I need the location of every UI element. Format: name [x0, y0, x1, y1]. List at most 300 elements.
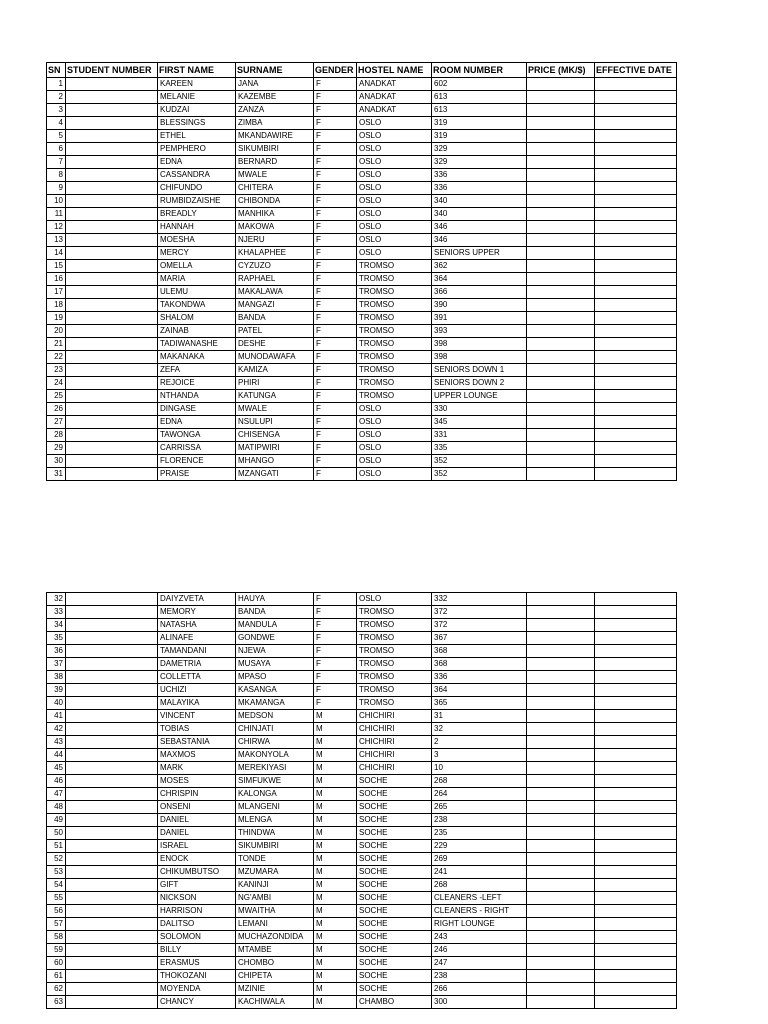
cell-hostel-name: ANADKAT: [357, 91, 432, 104]
cell-room-number: 243: [432, 931, 527, 944]
table-row: [47, 468, 677, 481]
header-student-number: STUDENT NUMBER: [66, 63, 158, 78]
cell-gender: M: [314, 775, 357, 788]
cell-student-number: [66, 260, 158, 273]
cell-first-name: MAKANAKA: [158, 351, 236, 364]
cell-effective-date: [595, 325, 677, 338]
cell-first-name: ZEFA: [158, 364, 236, 377]
cell-hostel-name: SOCHE: [357, 918, 432, 931]
cell-student-number: [66, 762, 158, 775]
cell-price: [527, 658, 595, 671]
cell-gender: M: [314, 866, 357, 879]
cell-hostel-name: TROMSO: [357, 390, 432, 403]
cell-first-name: MAXMOS: [158, 749, 236, 762]
cell-gender: F: [314, 351, 357, 364]
cell-sn: 63: [47, 996, 66, 1009]
cell-student-number: [66, 364, 158, 377]
cell-gender: F: [314, 169, 357, 182]
cell-gender: M: [314, 762, 357, 775]
cell-room-number: 368: [432, 645, 527, 658]
cell-first-name: CHANCY: [158, 996, 236, 1009]
cell-room-number: 235: [432, 827, 527, 840]
cell-hostel-name: OSLO: [357, 208, 432, 221]
table-row: [47, 827, 677, 840]
table-row: [47, 957, 677, 970]
cell-effective-date: [595, 645, 677, 658]
cell-surname: KATUNGA: [236, 390, 314, 403]
cell-effective-date: [595, 918, 677, 931]
cell-hostel-name: OSLO: [357, 468, 432, 481]
cell-effective-date: [595, 260, 677, 273]
cell-hostel-name: OSLO: [357, 455, 432, 468]
cell-first-name: CHRISPIN: [158, 788, 236, 801]
cell-student-number: [66, 866, 158, 879]
cell-room-number: 336: [432, 182, 527, 195]
cell-student-number: [66, 944, 158, 957]
cell-hostel-name: CHAMBO: [357, 996, 432, 1009]
cell-sn: 56: [47, 905, 66, 918]
table-row: [47, 944, 677, 957]
cell-effective-date: [595, 762, 677, 775]
cell-room-number: 32: [432, 723, 527, 736]
cell-surname: MZUMARA: [236, 866, 314, 879]
cell-room-number: 602: [432, 78, 527, 91]
cell-hostel-name: TROMSO: [357, 619, 432, 632]
cell-sn: 8: [47, 169, 66, 182]
cell-effective-date: [595, 299, 677, 312]
cell-hostel-name: SOCHE: [357, 944, 432, 957]
table-row: [47, 143, 677, 156]
cell-room-number: 340: [432, 208, 527, 221]
cell-gender: M: [314, 840, 357, 853]
cell-first-name: HANNAH: [158, 221, 236, 234]
cell-surname: CHIRWA: [236, 736, 314, 749]
cell-student-number: [66, 377, 158, 390]
cell-hostel-name: SOCHE: [357, 866, 432, 879]
cell-sn: 19: [47, 312, 66, 325]
cell-first-name: MOESHA: [158, 234, 236, 247]
cell-gender: F: [314, 234, 357, 247]
cell-first-name: DANIEL: [158, 827, 236, 840]
cell-first-name: ZAINAB: [158, 325, 236, 338]
cell-hostel-name: OSLO: [357, 117, 432, 130]
table-row: [47, 892, 677, 905]
cell-gender: F: [314, 325, 357, 338]
cell-price: [527, 853, 595, 866]
cell-room-number: 352: [432, 468, 527, 481]
cell-effective-date: [595, 286, 677, 299]
cell-first-name: CASSANDRA: [158, 169, 236, 182]
cell-gender: F: [314, 455, 357, 468]
cell-first-name: GIFT: [158, 879, 236, 892]
cell-first-name: UCHIZI: [158, 684, 236, 697]
cell-hostel-name: SOCHE: [357, 970, 432, 983]
cell-room-number: SENIORS UPPER: [432, 247, 527, 260]
cell-gender: F: [314, 632, 357, 645]
cell-surname: CHINJATI: [236, 723, 314, 736]
cell-hostel-name: SOCHE: [357, 775, 432, 788]
cell-effective-date: [595, 710, 677, 723]
cell-room-number: 331: [432, 429, 527, 442]
cell-price: [527, 169, 595, 182]
cell-gender: M: [314, 710, 357, 723]
cell-effective-date: [595, 312, 677, 325]
cell-effective-date: [595, 684, 677, 697]
cell-sn: 39: [47, 684, 66, 697]
allocation-table-top: [46, 62, 677, 481]
cell-surname: HAUYA: [236, 593, 314, 606]
cell-effective-date: [595, 455, 677, 468]
cell-price: [527, 645, 595, 658]
table-row: [47, 879, 677, 892]
cell-hostel-name: TROMSO: [357, 606, 432, 619]
cell-first-name: FLORENCE: [158, 455, 236, 468]
cell-room-number: 372: [432, 619, 527, 632]
header-hostel-name: HOSTEL NAME: [357, 63, 432, 78]
cell-gender: M: [314, 788, 357, 801]
cell-student-number: [66, 325, 158, 338]
cell-surname: MAKOWA: [236, 221, 314, 234]
cell-room-number: 346: [432, 221, 527, 234]
cell-room-number: 247: [432, 957, 527, 970]
cell-surname: MANHIKA: [236, 208, 314, 221]
cell-student-number: [66, 801, 158, 814]
table-row: [47, 312, 677, 325]
cell-first-name: ERASMUS: [158, 957, 236, 970]
table-row: [47, 684, 677, 697]
cell-price: [527, 892, 595, 905]
cell-sn: 54: [47, 879, 66, 892]
cell-sn: 13: [47, 234, 66, 247]
table-row: [47, 762, 677, 775]
cell-student-number: [66, 143, 158, 156]
cell-hostel-name: TROMSO: [357, 351, 432, 364]
table-row: [47, 814, 677, 827]
cell-room-number: 319: [432, 117, 527, 130]
table-row: [47, 260, 677, 273]
cell-hostel-name: TROMSO: [357, 697, 432, 710]
cell-price: [527, 983, 595, 996]
cell-effective-date: [595, 377, 677, 390]
cell-hostel-name: TROMSO: [357, 286, 432, 299]
cell-surname: MWALE: [236, 169, 314, 182]
cell-sn: 52: [47, 853, 66, 866]
cell-sn: 21: [47, 338, 66, 351]
cell-price: [527, 234, 595, 247]
cell-gender: F: [314, 671, 357, 684]
cell-hostel-name: OSLO: [357, 182, 432, 195]
cell-sn: 6: [47, 143, 66, 156]
cell-effective-date: [595, 403, 677, 416]
cell-hostel-name: TROMSO: [357, 658, 432, 671]
table-row: [47, 606, 677, 619]
table-row: [47, 390, 677, 403]
cell-effective-date: [595, 892, 677, 905]
cell-effective-date: [595, 221, 677, 234]
cell-price: [527, 697, 595, 710]
table-row: [47, 996, 677, 1009]
cell-first-name: ETHEL: [158, 130, 236, 143]
cell-sn: 4: [47, 117, 66, 130]
cell-first-name: VINCENT: [158, 710, 236, 723]
cell-hostel-name: OSLO: [357, 593, 432, 606]
cell-surname: MANGAZI: [236, 299, 314, 312]
cell-sn: 1: [47, 78, 66, 91]
cell-gender: M: [314, 983, 357, 996]
cell-first-name: DAIYZVETA: [158, 593, 236, 606]
cell-student-number: [66, 442, 158, 455]
cell-hostel-name: OSLO: [357, 247, 432, 260]
cell-student-number: [66, 403, 158, 416]
cell-student-number: [66, 632, 158, 645]
cell-gender: F: [314, 143, 357, 156]
cell-price: [527, 78, 595, 91]
cell-student-number: [66, 312, 158, 325]
cell-student-number: [66, 286, 158, 299]
cell-room-number: 241: [432, 866, 527, 879]
cell-price: [527, 723, 595, 736]
cell-gender: F: [314, 78, 357, 91]
cell-first-name: MOSES: [158, 775, 236, 788]
cell-student-number: [66, 429, 158, 442]
table-row: [47, 91, 677, 104]
cell-surname: MUSAYA: [236, 658, 314, 671]
cell-surname: MEDSON: [236, 710, 314, 723]
cell-student-number: [66, 104, 158, 117]
cell-first-name: SEBASTANIA: [158, 736, 236, 749]
cell-first-name: SOLOMON: [158, 931, 236, 944]
header-effective-date: EFFECTIVE DATE: [595, 63, 677, 78]
cell-student-number: [66, 736, 158, 749]
cell-sn: 22: [47, 351, 66, 364]
cell-first-name: KAREEN: [158, 78, 236, 91]
cell-price: [527, 996, 595, 1009]
table-row: [47, 273, 677, 286]
table-row: [47, 429, 677, 442]
cell-room-number: 336: [432, 169, 527, 182]
cell-surname: BANDA: [236, 312, 314, 325]
cell-price: [527, 208, 595, 221]
cell-first-name: KUDZAI: [158, 104, 236, 117]
cell-first-name: TAKONDWA: [158, 299, 236, 312]
cell-price: [527, 944, 595, 957]
table-row: [47, 801, 677, 814]
cell-room-number: 352: [432, 455, 527, 468]
cell-surname: KACHIWALA: [236, 996, 314, 1009]
cell-effective-date: [595, 775, 677, 788]
cell-price: [527, 879, 595, 892]
cell-room-number: SENIORS DOWN 1: [432, 364, 527, 377]
cell-surname: MLANGENI: [236, 801, 314, 814]
cell-effective-date: [595, 117, 677, 130]
cell-sn: 57: [47, 918, 66, 931]
cell-effective-date: [595, 931, 677, 944]
cell-first-name: REJOICE: [158, 377, 236, 390]
cell-student-number: [66, 996, 158, 1009]
cell-gender: F: [314, 593, 357, 606]
table-row: [47, 416, 677, 429]
cell-gender: F: [314, 247, 357, 260]
cell-hostel-name: TROMSO: [357, 338, 432, 351]
table-row: [47, 775, 677, 788]
cell-student-number: [66, 710, 158, 723]
cell-hostel-name: OSLO: [357, 442, 432, 455]
cell-price: [527, 710, 595, 723]
cell-room-number: 336: [432, 671, 527, 684]
cell-price: [527, 299, 595, 312]
cell-hostel-name: SOCHE: [357, 892, 432, 905]
table-row: [47, 918, 677, 931]
cell-room-number: 367: [432, 632, 527, 645]
cell-first-name: BILLY: [158, 944, 236, 957]
cell-surname: BERNARD: [236, 156, 314, 169]
cell-hostel-name: SOCHE: [357, 788, 432, 801]
cell-hostel-name: CHICHIRI: [357, 749, 432, 762]
cell-price: [527, 468, 595, 481]
cell-gender: F: [314, 104, 357, 117]
cell-effective-date: [595, 840, 677, 853]
table-row: [47, 104, 677, 117]
cell-sn: 33: [47, 606, 66, 619]
table-row: [47, 442, 677, 455]
cell-surname: KHALAPHEE: [236, 247, 314, 260]
cell-hostel-name: CHICHIRI: [357, 762, 432, 775]
header-surname: SURNAME: [236, 63, 314, 78]
cell-price: [527, 117, 595, 130]
cell-effective-date: [595, 788, 677, 801]
cell-surname: SIKUMBIRI: [236, 840, 314, 853]
cell-sn: 44: [47, 749, 66, 762]
cell-room-number: SENIORS DOWN 2: [432, 377, 527, 390]
cell-sn: 34: [47, 619, 66, 632]
cell-effective-date: [595, 736, 677, 749]
cell-price: [527, 182, 595, 195]
cell-room-number: 31: [432, 710, 527, 723]
cell-sn: 3: [47, 104, 66, 117]
header-sn: SN: [47, 63, 66, 78]
cell-surname: MWALE: [236, 403, 314, 416]
cell-room-number: 362: [432, 260, 527, 273]
cell-sn: 40: [47, 697, 66, 710]
cell-first-name: RUMBIDZAISHE: [158, 195, 236, 208]
table-row: [47, 931, 677, 944]
cell-gender: F: [314, 156, 357, 169]
cell-room-number: 393: [432, 325, 527, 338]
cell-room-number: 238: [432, 814, 527, 827]
cell-price: [527, 143, 595, 156]
cell-surname: ZIMBA: [236, 117, 314, 130]
cell-effective-date: [595, 273, 677, 286]
cell-price: [527, 918, 595, 931]
cell-room-number: 2: [432, 736, 527, 749]
cell-surname: MPASO: [236, 671, 314, 684]
cell-price: [527, 827, 595, 840]
cell-effective-date: [595, 671, 677, 684]
cell-price: [527, 364, 595, 377]
cell-gender: F: [314, 619, 357, 632]
cell-price: [527, 195, 595, 208]
cell-sn: 26: [47, 403, 66, 416]
cell-effective-date: [595, 827, 677, 840]
cell-room-number: 264: [432, 788, 527, 801]
cell-surname: KALONGA: [236, 788, 314, 801]
table-row: [47, 853, 677, 866]
table-row: [47, 299, 677, 312]
table-row: [47, 286, 677, 299]
cell-student-number: [66, 645, 158, 658]
header-row: [47, 63, 677, 78]
cell-sn: 31: [47, 468, 66, 481]
cell-student-number: [66, 338, 158, 351]
cell-room-number: 269: [432, 853, 527, 866]
cell-hostel-name: OSLO: [357, 429, 432, 442]
cell-first-name: THOKOZANI: [158, 970, 236, 983]
cell-sn: 41: [47, 710, 66, 723]
cell-surname: NJERU: [236, 234, 314, 247]
cell-student-number: [66, 78, 158, 91]
cell-student-number: [66, 840, 158, 853]
cell-student-number: [66, 91, 158, 104]
cell-student-number: [66, 169, 158, 182]
cell-room-number: 364: [432, 273, 527, 286]
cell-sn: 53: [47, 866, 66, 879]
cell-gender: F: [314, 658, 357, 671]
cell-sn: 14: [47, 247, 66, 260]
cell-sn: 15: [47, 260, 66, 273]
cell-first-name: CHIFUNDO: [158, 182, 236, 195]
cell-gender: F: [314, 697, 357, 710]
cell-sn: 62: [47, 983, 66, 996]
cell-gender: M: [314, 723, 357, 736]
table-row: [47, 593, 677, 606]
table-row: [47, 645, 677, 658]
cell-room-number: CLEANERS -LEFT: [432, 892, 527, 905]
cell-student-number: [66, 117, 158, 130]
cell-surname: TONDE: [236, 853, 314, 866]
table-body-top: [47, 78, 677, 481]
cell-effective-date: [595, 390, 677, 403]
cell-effective-date: [595, 658, 677, 671]
cell-effective-date: [595, 606, 677, 619]
cell-hostel-name: SOCHE: [357, 983, 432, 996]
cell-effective-date: [595, 351, 677, 364]
cell-room-number: 391: [432, 312, 527, 325]
cell-gender: M: [314, 996, 357, 1009]
cell-gender: F: [314, 429, 357, 442]
cell-hostel-name: TROMSO: [357, 684, 432, 697]
cell-surname: CHOMBO: [236, 957, 314, 970]
cell-room-number: 3: [432, 749, 527, 762]
table-row: [47, 221, 677, 234]
cell-effective-date: [595, 866, 677, 879]
cell-price: [527, 390, 595, 403]
cell-price: [527, 351, 595, 364]
allocation-table-bottom: [46, 592, 677, 1009]
cell-sn: 60: [47, 957, 66, 970]
table-row: [47, 195, 677, 208]
header-gender: GENDER: [314, 63, 357, 78]
cell-gender: M: [314, 736, 357, 749]
cell-effective-date: [595, 364, 677, 377]
cell-effective-date: [595, 983, 677, 996]
cell-gender: F: [314, 117, 357, 130]
cell-first-name: BLESSINGS: [158, 117, 236, 130]
cell-surname: CHISENGA: [236, 429, 314, 442]
cell-gender: F: [314, 208, 357, 221]
cell-sn: 35: [47, 632, 66, 645]
cell-effective-date: [595, 905, 677, 918]
cell-gender: F: [314, 130, 357, 143]
